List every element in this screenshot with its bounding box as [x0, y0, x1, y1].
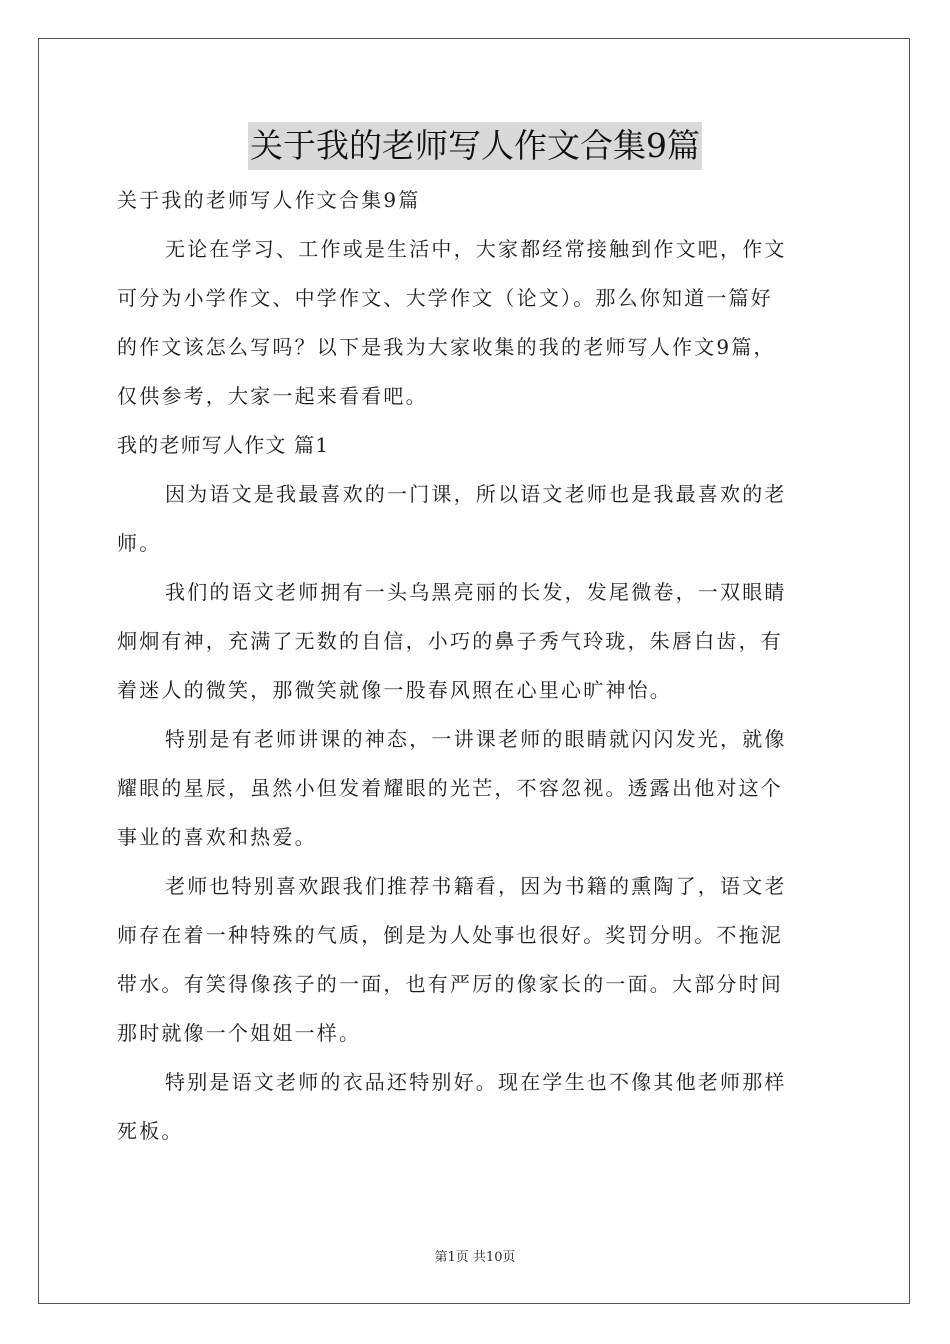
paragraph-line: 死板。: [117, 1119, 184, 1143]
paragraph-line: 老师也特别喜欢跟我们推荐书籍看，因为书籍的熏陶了，语文老: [165, 874, 787, 898]
paragraph-line: 我们的语文老师拥有一头乌黑亮丽的长发，发尾微卷，一双眼睛: [165, 580, 787, 604]
document-body: [117, 176, 833, 1156]
paragraph-line: 带水。有笑得像孩子的一面，也有严厉的像家长的一面。大部分时间: [117, 972, 783, 996]
paragraph-line: 着迷人的微笑，那微笑就像一股春风照在心里心旷神怡。: [117, 678, 672, 702]
title-container: [0, 122, 950, 170]
document-title: 关于我的老师写人作文合集9篇: [248, 122, 702, 170]
intro-line: 可分为小学作文、中学作文、大学作文（论文）。那么你知道一篇好: [117, 286, 773, 310]
paragraph-line: 师存在着一种特殊的气质，倒是为人处事也很好。奖罚分明。不拖泥: [117, 923, 783, 947]
paragraph-line: 师。: [117, 531, 162, 555]
paragraph-line: 事业的喜欢和热爱。: [117, 825, 317, 849]
paragraph-line: 特别是有老师讲课的神态，一讲课老师的眼睛就闪闪发光，就像: [165, 727, 787, 751]
paragraph-line: 因为语文是我最喜欢的一门课，所以语文老师也是我最喜欢的老: [165, 482, 787, 506]
document-subtitle: 关于我的老师写人作文合集9篇: [117, 188, 421, 212]
page-footer: 第1页 共10页: [434, 1250, 516, 1265]
section-heading: 我的老师写人作文 篇1: [117, 433, 330, 457]
paragraph-line: 耀眼的星辰，虽然小但发着耀眼的光芒，不容忽视。透露出他对这个: [117, 776, 783, 800]
intro-line: 仅供参考，大家一起来看看吧。: [117, 384, 428, 408]
paragraph-line: 特别是语文老师的衣品还特别好。现在学生也不像其他老师那样: [165, 1070, 787, 1094]
intro-line: 的作文该怎么写吗？以下是我为大家收集的我的老师写人作文9篇，: [117, 335, 776, 359]
paragraph-line: 炯炯有神，充满了无数的自信，小巧的鼻子秀气玲珑，朱唇白齿，有: [117, 629, 783, 653]
intro-line: 无论在学习、工作或是生活中，大家都经常接触到作文吧，作文: [165, 237, 787, 261]
paragraph-line: 那时就像一个姐姐一样。: [117, 1021, 362, 1045]
